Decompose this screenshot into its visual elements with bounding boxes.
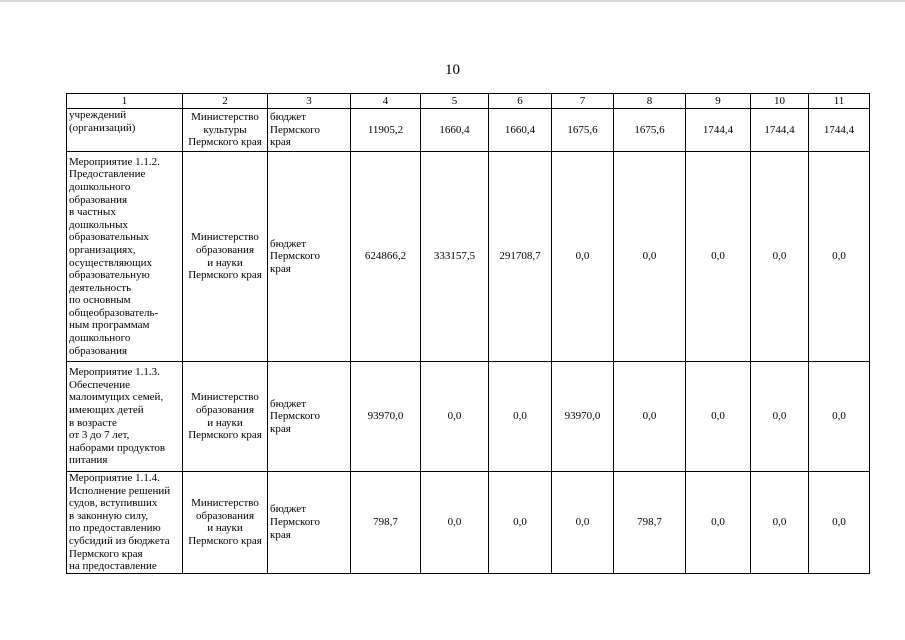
value-cell: 0,0: [686, 472, 751, 574]
table-row: [67, 362, 870, 472]
value-cell: 1675,6: [614, 109, 686, 152]
value-cell: 0,0: [686, 362, 751, 472]
value-cell: 0,0: [421, 472, 489, 574]
value-cell: 11905,2: [351, 109, 421, 152]
value-cell: 1660,4: [421, 109, 489, 152]
header-row: [67, 94, 870, 109]
column-header: 6: [489, 94, 552, 109]
responsible-body: Министерство образования и науки Пермского края: [183, 152, 268, 362]
responsible-body: Министерство культуры Пермского края: [183, 109, 268, 152]
page-number: 10: [445, 62, 460, 78]
value-cell: 1744,4: [751, 109, 809, 152]
value-cell: 798,7: [351, 472, 421, 574]
value-cell: 0,0: [686, 152, 751, 362]
value-cell: 1660,4: [489, 109, 552, 152]
value-cell: 0,0: [489, 472, 552, 574]
column-header: 2: [183, 94, 268, 109]
funding-source: бюджет Пермского края: [268, 109, 351, 152]
value-cell: 1675,6: [552, 109, 614, 152]
activity-name: учреждений (организаций): [67, 109, 183, 152]
value-cell: 1744,4: [809, 109, 870, 152]
value-cell: 0,0: [809, 362, 870, 472]
column-header: 8: [614, 94, 686, 109]
value-cell: 0,0: [809, 152, 870, 362]
value-cell: 0,0: [751, 362, 809, 472]
value-cell: 0,0: [614, 362, 686, 472]
value-cell: 333157,5: [421, 152, 489, 362]
value-cell: 0,0: [614, 152, 686, 362]
responsible-body: Министерство образования и науки Пермского края: [183, 472, 268, 574]
activity-name: Мероприятие 1.1.3. Обеспечение малоимущих семей, имеющих детей в возрасте от 3 до 7 лет, наборами продуктов питания: [67, 362, 183, 472]
column-header: 7: [552, 94, 614, 109]
value-cell: 93970,0: [351, 362, 421, 472]
column-header: 11: [809, 94, 870, 109]
table-row: [67, 152, 870, 362]
funding-source: бюджет Пермского края: [268, 472, 351, 574]
funding-source: бюджет Пермского края: [268, 362, 351, 472]
value-cell: 1744,4: [686, 109, 751, 152]
column-header: 10: [751, 94, 809, 109]
value-cell: 93970,0: [552, 362, 614, 472]
column-header: 4: [351, 94, 421, 109]
column-header: 1: [67, 94, 183, 109]
table-row: [67, 472, 870, 574]
value-cell: 0,0: [552, 152, 614, 362]
value-cell: 291708,7: [489, 152, 552, 362]
value-cell: 0,0: [751, 152, 809, 362]
activity-name: Мероприятие 1.1.2. Предоставление дошкольного образования в частных дошкольных образовательных организациях, осуществляющих образовательную деятельность по основным общеобразователь- ным программам дошкольного образования: [67, 152, 183, 362]
scan-edge: [0, 0, 905, 2]
value-cell: 624866,2: [351, 152, 421, 362]
column-header: 3: [268, 94, 351, 109]
budget-table: [66, 93, 870, 574]
column-header: 5: [421, 94, 489, 109]
table-row: [67, 109, 870, 152]
value-cell: 0,0: [809, 472, 870, 574]
responsible-body: Министерство образования и науки Пермского края: [183, 362, 268, 472]
value-cell: 0,0: [751, 472, 809, 574]
value-cell: 798,7: [614, 472, 686, 574]
value-cell: 0,0: [421, 362, 489, 472]
column-header: 9: [686, 94, 751, 109]
value-cell: 0,0: [552, 472, 614, 574]
value-cell: 0,0: [489, 362, 552, 472]
funding-source: бюджет Пермского края: [268, 152, 351, 362]
activity-name: Мероприятие 1.1.4. Исполнение решений судов, вступивших в законную силу, по предоставлению субсидий из бюджета Пермского края на предоставление: [67, 472, 183, 574]
